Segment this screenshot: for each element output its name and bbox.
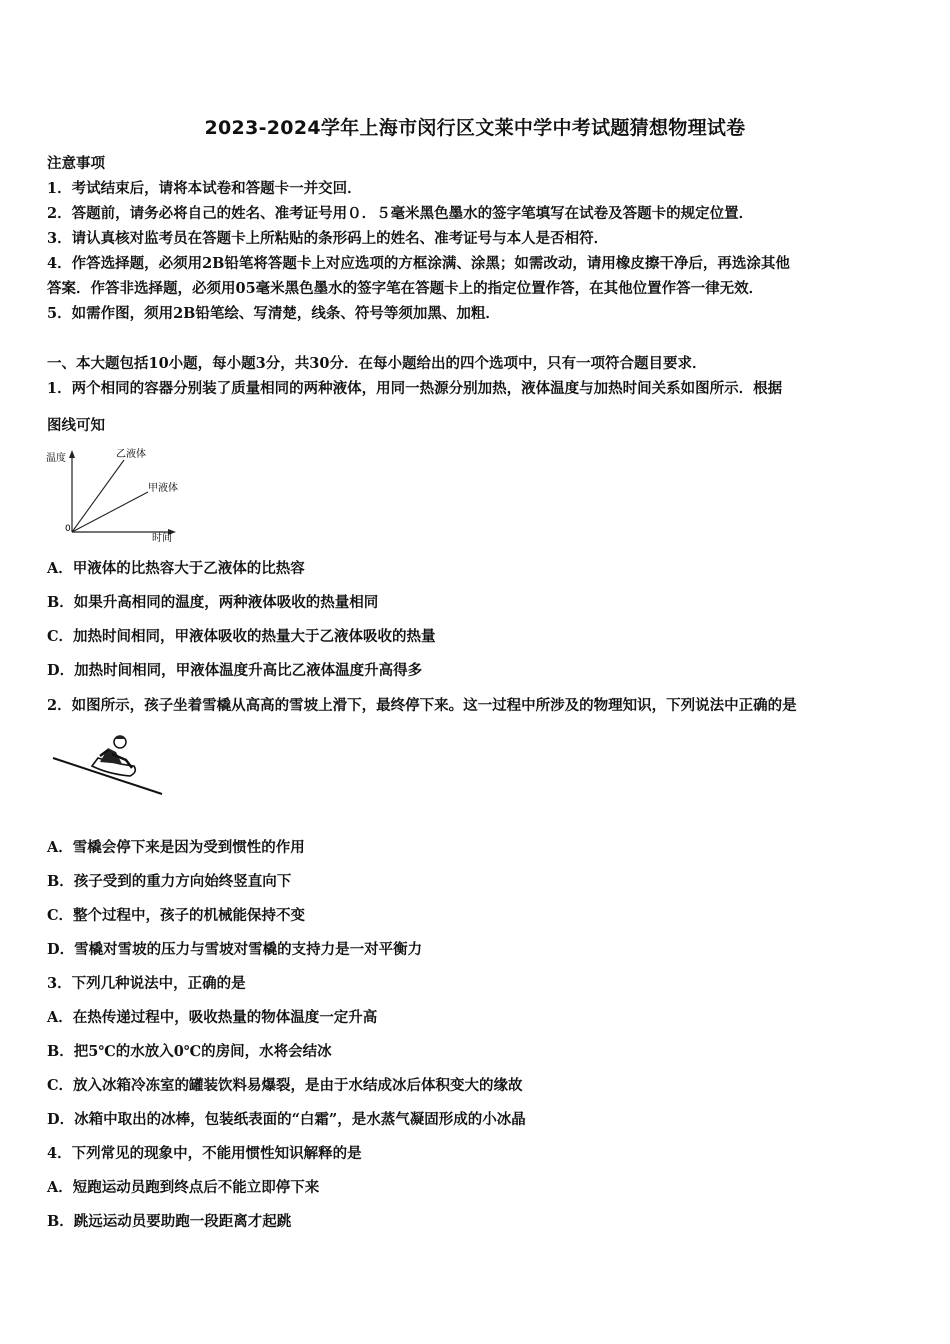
notice-item: 2．答题前，请务必将自己的姓名、准考证号用０．５毫米黑色墨水的签字笔填写在试卷及答题卡的规定位置． — [47, 205, 754, 222]
option: B．孩子受到的重力方向始终竖直向下 — [47, 873, 292, 890]
notice-heading: 注意事项 — [47, 155, 105, 172]
sled-illustration — [50, 728, 168, 800]
y-axis-label: 温度 — [46, 453, 66, 464]
notice-item: 5．如需作图，须用2B铅笔绘、写清楚，线条、符号等须加黑、加粗． — [47, 305, 500, 322]
notice-item: 4．作答选择题，必须用2B铅笔将答题卡上对应选项的方框涂满、涂黑；如需改动，请用橡皮擦干净后，再选涂其他 — [47, 255, 790, 272]
option: D．雪橇对雪坡的压力与雪坡对雪橇的支持力是一对平衡力 — [47, 941, 423, 958]
line-a — [72, 492, 148, 532]
question-stem: 3．下列几种说法中，正确的是 — [47, 975, 246, 992]
notice-item: 1．考试结束后，请将本试卷和答题卡一并交回． — [47, 180, 362, 197]
origin-label: 0 — [65, 524, 71, 534]
page-title: 2023-2024学年上海市闵行区文莱中学中考试题猜想物理试卷 — [204, 117, 746, 139]
option: D．冰箱中取出的冰棒，包装纸表面的“白霜”，是水蒸气凝固形成的小冰晶 — [47, 1111, 526, 1128]
option: B．把5℃的水放入0℃的房间，水将会结冰 — [47, 1043, 332, 1060]
notice-item: 答案．作答非选择题，必须用05毫米黑色墨水的签字笔在答题卡上的指定位置作答，在其他位置作答一律无效． — [47, 280, 764, 297]
option: B．跳远运动员要助跑一段距离才起跳 — [47, 1213, 292, 1230]
line-a-label: 甲液体 — [148, 483, 178, 494]
option: A．雪橇会停下来是因为受到惯性的作用 — [47, 839, 305, 856]
line-b-label: 乙液体 — [116, 449, 146, 460]
question-stem: 图线可知 — [47, 417, 105, 434]
question-stem: 2．如图所示，孩子坐着雪橇从高高的雪坡上滑下，最终停下来。这一过程中所涉及的物理知识，下列说法中正确的是 — [47, 697, 797, 714]
question-stem: 4．下列常见的现象中，不能用惯性知识解释的是 — [47, 1145, 362, 1162]
option: C．加热时间相同，甲液体吸收的热量大于乙液体吸收的热量 — [47, 628, 436, 645]
option: B．如果升高相同的温度，两种液体吸收的热量相同 — [47, 594, 379, 611]
line-b — [72, 460, 124, 532]
option: C．放入冰箱冷冻室的罐装饮料易爆裂，是由于水结成冰后体积变大的缘故 — [47, 1077, 523, 1094]
option: A．在热传递过程中，吸收热量的物体温度一定升高 — [47, 1009, 378, 1026]
option: D．加热时间相同，甲液体温度升高比乙液体温度升高得多 — [47, 662, 423, 679]
question-stem: 1．两个相同的容器分别装了质量相同的两种液体，用同一热源分别加热，液体温度与加热时间关系如图所示．根据 — [47, 380, 783, 397]
x-axis-label: 时间 — [152, 533, 172, 544]
option: C．整个过程中，孩子的机械能保持不变 — [47, 907, 306, 924]
notice-item: 3．请认真核对监考员在答题卡上所粘贴的条形码上的姓名、准考证号与本人是否相符． — [47, 230, 609, 247]
temperature-time-graph — [44, 444, 194, 544]
section-heading: 一、本大题包括10小题，每小题3分，共30分．在每小题给出的四个选项中，只有一项符合题目要求． — [47, 355, 707, 372]
option: A．甲液体的比热容大于乙液体的比热容 — [47, 560, 305, 577]
option: A．短跑运动员跑到终点后不能立即停下来 — [47, 1179, 320, 1196]
